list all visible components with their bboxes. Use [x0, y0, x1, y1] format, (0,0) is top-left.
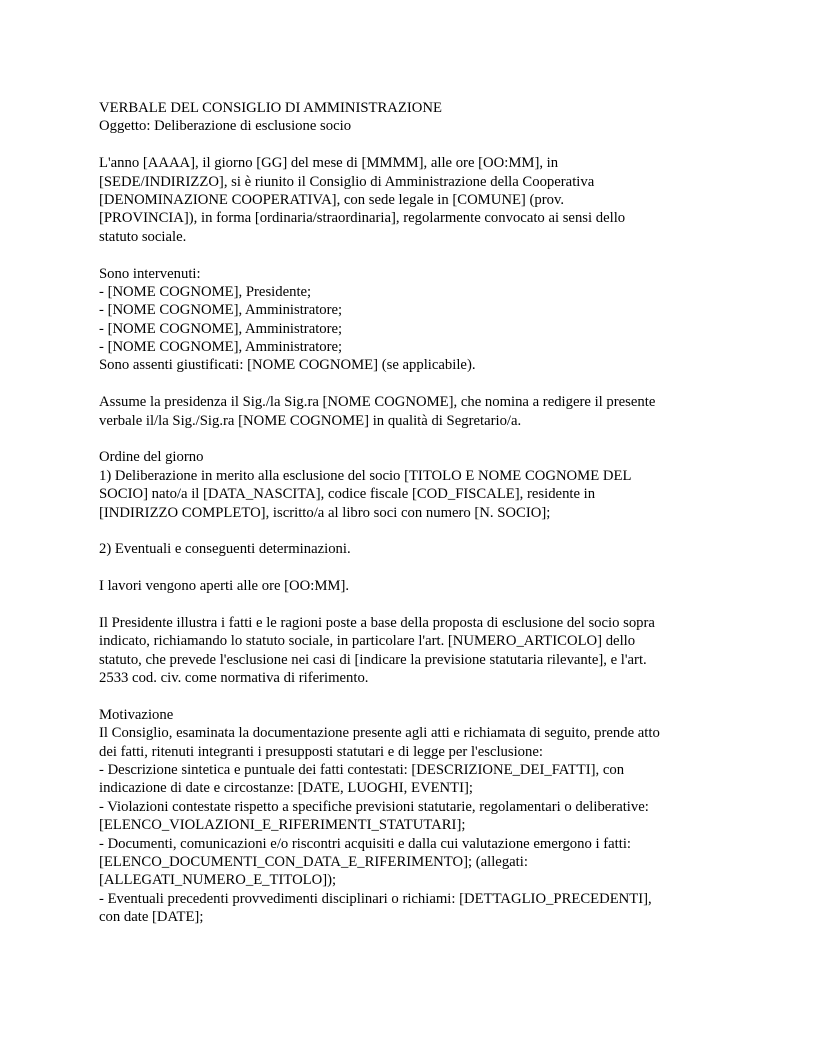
- motivation-heading: Motivazione: [99, 706, 174, 723]
- attendee-item: - [NOME COGNOME], Amministratore;: [99, 302, 343, 319]
- attendance-heading: Sono intervenuti:: [99, 265, 201, 282]
- attendee-item: - [NOME COGNOME], Amministratore;: [99, 339, 343, 356]
- presidency-line: verbale il/la Sig./Sig.ra [NOME COGNOME] in qualità di Segretario/a.: [99, 412, 522, 429]
- paragraph-spacer: [99, 522, 721, 540]
- document-title: VERBALE DEL CONSIGLIO DI AMMINISTRAZIONE: [99, 100, 442, 116]
- agenda-item-1-line: SOCIO] nato/a il [DATA_NASCITA], codice fiscale [COD_FISCALE], residente in: [99, 486, 596, 503]
- motivation-line: - Documenti, comunicazioni e/o riscontri acquisiti e dalla cui valutazione emergono i fatti:: [99, 835, 631, 852]
- motivation-line: [ELENCO_DOCUMENTI_CON_DATA_E_RIFERIMENTO]; (allegati:: [99, 854, 528, 871]
- paragraph-spacer: [99, 375, 721, 393]
- document-body: [99, 99, 721, 927]
- motivation-line: [ALLEGATI_NUMERO_E_TITOLO]);: [99, 872, 337, 889]
- intro-line: [DENOMINAZIONE COOPERATIVA], con sede legale in [COMUNE] (prov.: [99, 191, 565, 208]
- statement-line: statuto, che prevede l'esclusione nei casi di [indicare la previsione statutaria rilevante], e l'art.: [99, 651, 647, 668]
- agenda-item-1-line: 1) Deliberazione in merito alla esclusione del socio [TITOLO E NOME COGNOME DEL: [99, 467, 632, 484]
- motivation-section: [99, 706, 721, 927]
- agenda-heading: Ordine del giorno: [99, 449, 204, 466]
- motivation-line: - Eventuali precedenti provvedimenti disciplinari o richiami: [DETTAGLIO_PRECEDENTI],: [99, 890, 652, 907]
- motivation-line: dei fatti, ritenuti integranti i presupposti statutari e di legge per l'esclusione:: [99, 743, 543, 760]
- statement-line: Il Presidente illustra i fatti e le ragioni poste a base della proposta di esclusione del socio sopra: [99, 614, 655, 631]
- motivation-line: [ELENCO_VIOLAZIONI_E_RIFERIMENTI_STATUTARI];: [99, 817, 466, 834]
- attendee-item: - [NOME COGNOME], Amministratore;: [99, 320, 343, 337]
- intro-line: L'anno [AAAA], il giorno [GG] del mese di [MMMM], alle ore [OO:MM], in: [99, 155, 559, 172]
- intro-line: [PROVINCIA]), in forma [ordinaria/straordinaria], regolarmente convocato ai sensi dello: [99, 210, 626, 227]
- motivation-line: - Violazioni contestate rispetto a specifiche previsioni statutarie, regolamentari o deliberative:: [99, 798, 649, 815]
- presidency-paragraph: [99, 393, 721, 430]
- statement-line: 2533 cod. civ. come normativa di riferimento.: [99, 670, 369, 687]
- motivation-line: indicazione di date e circostanze: [DATE, LUOGHI, EVENTI];: [99, 780, 473, 797]
- paragraph-spacer: [99, 136, 721, 154]
- paragraph-spacer: [99, 688, 721, 706]
- president-statement-paragraph: [99, 614, 721, 688]
- motivation-line: - Descrizione sintetica e puntuale dei fatti contestati: [DESCRIZIONE_DEI_FATTI], con: [99, 762, 625, 779]
- attendee-item: - [NOME COGNOME], Presidente;: [99, 283, 312, 300]
- absent-note: Sono assenti giustificati: [NOME COGNOME] (se applicabile).: [99, 357, 476, 374]
- motivation-line: Il Consiglio, esaminata la documentazione presente agli atti e richiamata di seguito, prende atto: [99, 725, 660, 742]
- agenda-item-2: 2) Eventuali e conseguenti determinazioni.: [99, 541, 351, 558]
- paragraph-spacer: [99, 246, 721, 264]
- statement-line: indicato, richiamando lo statuto sociale, in particolare l'art. [NUMERO_ARTICOLO] dello: [99, 633, 636, 650]
- agenda-section: [99, 448, 721, 522]
- paragraph-spacer: [99, 596, 721, 614]
- motivation-line: con date [DATE];: [99, 909, 204, 926]
- agenda-item-1-line: [INDIRIZZO COMPLETO], iscritto/a al libro soci con numero [N. SOCIO];: [99, 504, 551, 521]
- opening-statement: I lavori vengono aperti alle ore [OO:MM].: [99, 578, 350, 595]
- presidency-line: Assume la presidenza il Sig./la Sig.ra [NOME COGNOME], che nomina a redigere il presente: [99, 394, 656, 411]
- attendance-section: [99, 265, 721, 375]
- intro-paragraph: [99, 154, 721, 246]
- paragraph-spacer: [99, 559, 721, 577]
- intro-line: [SEDE/INDIRIZZO], si è riunito il Consiglio di Amministrazione della Cooperativa: [99, 173, 595, 190]
- document-subject: Oggetto: Deliberazione di esclusione socio: [99, 118, 352, 135]
- intro-line: statuto sociale.: [99, 228, 187, 245]
- paragraph-spacer: [99, 430, 721, 448]
